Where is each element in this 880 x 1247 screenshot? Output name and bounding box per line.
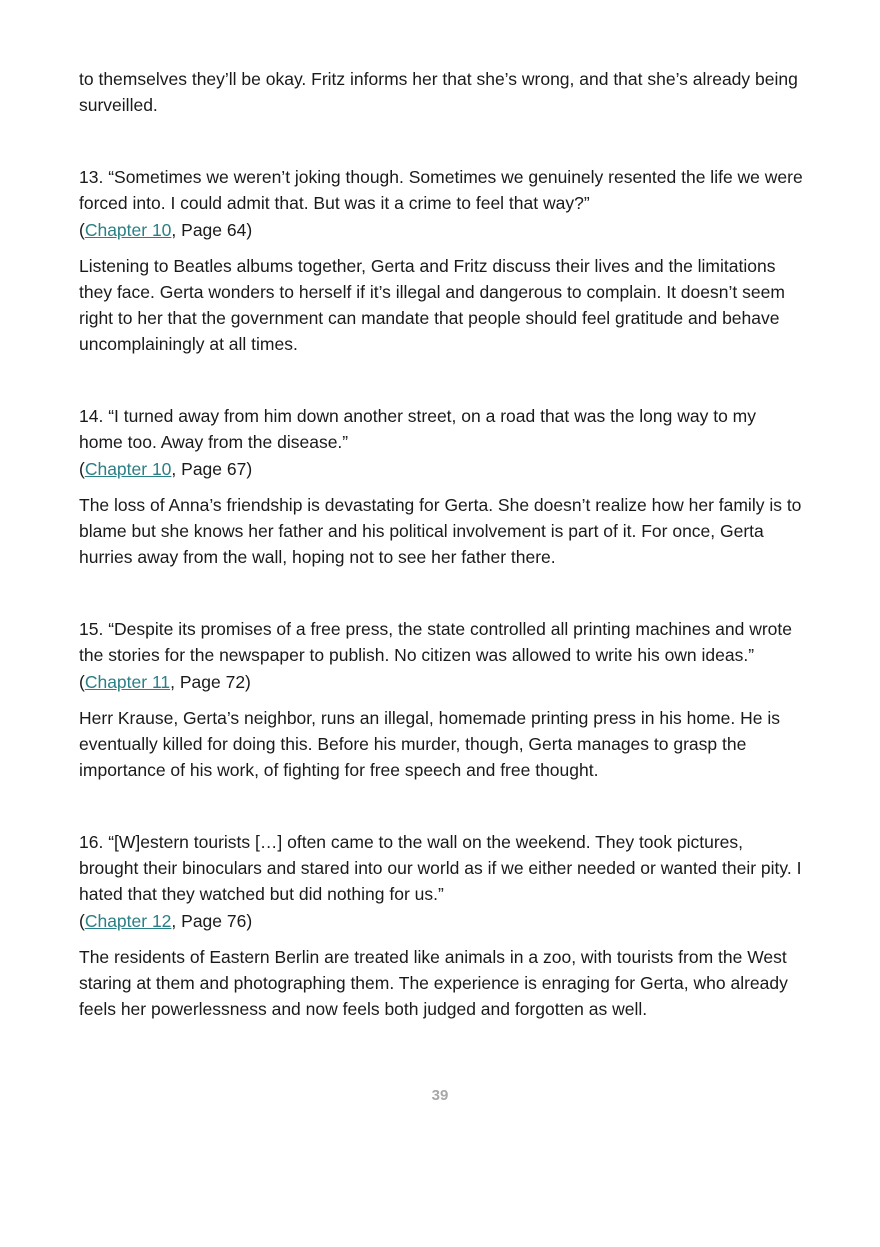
- citation-open: (: [79, 911, 85, 931]
- citation-page: , Page 72): [170, 672, 251, 692]
- citation: [79, 908, 803, 934]
- page-number: 39: [431, 1087, 449, 1104]
- citation-page: , Page 64): [171, 220, 253, 240]
- analysis-text: The residents of Eastern Berlin are treated like animals in a zoo, with tourists from the West staring at them and photographing them. The experience is enraging for Gerta, who already feels her powerlessness and now feels both judged and forgotten as well.: [79, 947, 788, 1019]
- citation-page: , Page 67): [171, 459, 253, 479]
- chapter-link[interactable]: Chapter 10: [84, 220, 172, 240]
- quote-entry-15: [79, 616, 803, 783]
- chapter-link[interactable]: Chapter 11: [84, 672, 171, 692]
- analysis-text: Herr Krause, Gerta’s neighbor, runs an illegal, homemade printing press in his home. He is eventually killed for doing this. Before his murder, though, Gerta manages to grasp the importance of his work, of fighting for free speech and free thought.: [79, 708, 780, 780]
- quote-text: 15. “Despite its promises of a free press, the state controlled all printing machines and wrote the stories for the newspaper to publish. No citizen was allowed to write his own ideas.”: [79, 619, 792, 665]
- quote-entry-13: [79, 164, 803, 357]
- citation-open: (: [79, 672, 85, 692]
- chapter-link[interactable]: Chapter 10: [84, 459, 172, 479]
- quote-text: 14. “I turned away from him down another street, on a road that was the long way to my home too. Away from the disease.”: [79, 406, 757, 452]
- citation-open: (: [79, 220, 85, 240]
- citation: [79, 456, 803, 482]
- quote-entry-14: [79, 403, 803, 570]
- quote-entry-16: [79, 829, 803, 1022]
- chapter-link[interactable]: Chapter 12: [84, 911, 172, 931]
- citation: [79, 669, 803, 695]
- page-content: [79, 66, 803, 1068]
- analysis-text: The loss of Anna’s friendship is devastating for Gerta. She doesn’t realize how her family is to blame but she knows her father and his political involvement is part of it. For once, Gerta hurries away from the wall, hoping not to see her father there.: [79, 495, 802, 567]
- quote-text: 13. “Sometimes we weren’t joking though. Sometimes we genuinely resented the life we were forced into. I could admit that. But was it a crime to feel that way?”: [79, 167, 803, 213]
- intro-paragraph: to themselves they’ll be okay. Fritz informs her that she’s wrong, and that she’s already being surveilled.: [79, 69, 798, 115]
- citation: [79, 217, 803, 243]
- analysis-text: Listening to Beatles albums together, Gerta and Fritz discuss their lives and the limitations they face. Gerta wonders to herself if it’s illegal and dangerous to complain. It doesn’t seem right to her that the government can mandate that people should feel gratitude and behave uncomplainingly at all times.: [79, 256, 785, 354]
- citation-page: , Page 76): [171, 911, 253, 931]
- quote-text: 16. “[W]estern tourists […] often came to the wall on the weekend. They took pictures, brought their binoculars and stared into our world as if we either needed or wanted their pity. I hated that they watched but did nothing for us.”: [79, 832, 802, 904]
- citation-open: (: [79, 459, 85, 479]
